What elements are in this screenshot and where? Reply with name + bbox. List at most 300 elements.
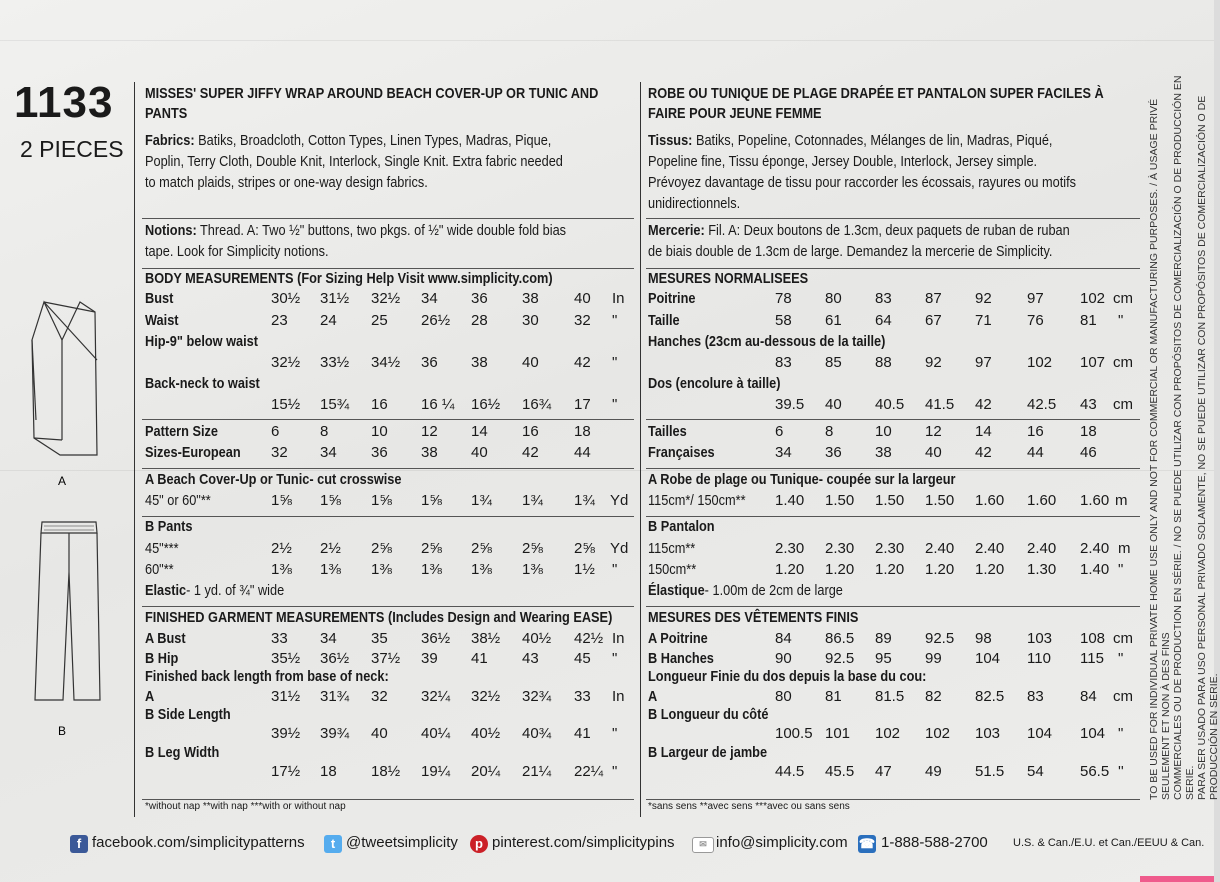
en-pattern-size-value: 6 (271, 423, 280, 440)
en-pattern-size-value: 16 (522, 423, 539, 440)
divider (142, 419, 634, 420)
fr-fa-poitrine-unit: cm (1113, 630, 1133, 647)
fr-fb-hanches-label: B Hanches (648, 650, 714, 667)
fr-b115-value: 2.40 (925, 540, 955, 557)
en-sizes-eu-value: 40 (471, 444, 488, 461)
disclaimer-line3: PARA SER USADO PARA USO PERSONAL PRIVADO SOLAMENTE, NO SE PUEDE UTILIZAR CON PROPÓSITOS DE COMERCIALIZACIÓN O DE PRODUCCIÓN EN SERIE. (1196, 95, 1220, 800)
fr-a-row-value: 1.50 (875, 492, 905, 509)
fr-a-row-value: 1.60 (1080, 492, 1110, 509)
en-sizes-eu-value: 44 (574, 444, 591, 461)
fr-taille-value: 81 (1080, 312, 1097, 329)
en-fb-hip-label: B Hip (145, 650, 179, 667)
en-fa-bust-label: A Bust (145, 630, 186, 647)
fr-fback-a-value: 80 (775, 688, 792, 705)
en-waist-label: Waist (145, 312, 179, 329)
en-a-row-value: 1⅝ (371, 492, 392, 509)
fr-fback-a-value: 82 (925, 688, 942, 705)
fr-fa-poitrine-value: 98 (975, 630, 992, 647)
usage-disclaimer (1148, 70, 1220, 800)
fr-fback-a-value: 82.5 (975, 688, 1005, 705)
en-b60-label: 60"** (145, 561, 174, 578)
fr-body-measurements-title: MESURES NORMALISEES (648, 270, 809, 287)
en-body-measurements-title: BODY MEASUREMENTS (For Sizing Help Visit www.simplicity.com) (145, 270, 553, 287)
fr-francaises-value: 44 (1027, 444, 1044, 461)
fr-poitrine-value: 80 (825, 290, 842, 307)
fr-hanches-value: 107 (1080, 354, 1106, 371)
en-fback-a-value: 32½ (471, 688, 501, 705)
en-fside-value: 39½ (271, 725, 301, 742)
divider (142, 218, 634, 219)
fr-hanches-value: 102 (1027, 354, 1053, 371)
fr-b115-unit: m (1118, 540, 1131, 557)
fr-taille-value: 76 (1027, 312, 1044, 329)
en-backneck-value: 17 (574, 396, 591, 413)
en-title-line1: MISSES' SUPER JIFFY WRAP AROUND BEACH COVER-UP OR TUNIC AND (145, 85, 599, 102)
en-fleg-value: 18½ (371, 763, 401, 780)
fr-fa-poitrine-value: 86.5 (825, 630, 855, 647)
fr-fback-title: Longueur Finie du dos depuis la base du cou: (648, 668, 927, 685)
fr-dos-value: 42.5 (1027, 396, 1057, 413)
fr-francaises-label: Françaises (648, 444, 715, 461)
en-fback-a-value: 31¾ (320, 688, 350, 705)
fr-dos-label: Dos (encolure à taille) (648, 375, 781, 392)
contact-footer (0, 822, 1214, 882)
en-bust-value: 30½ (271, 290, 301, 307)
en-fb-hip-value: 41 (471, 650, 488, 667)
en-bust-value: 32½ (371, 290, 401, 307)
fr-tailles-value: 14 (975, 423, 992, 440)
fr-fcote-unit: " (1118, 725, 1124, 742)
fr-taille-value: 64 (875, 312, 892, 329)
en-fside-unit: " (612, 725, 618, 742)
en-fside-value: 40½ (471, 725, 501, 742)
en-notions-line1: Notions: Thread. A: Two ½" buttons, two pkgs. of ½" wide double fold bias (145, 222, 567, 239)
fr-taille-label: Taille (648, 312, 680, 329)
fr-a-row-unit: m (1115, 492, 1128, 509)
fr-tissus-line3: Prévoyez davantage de tissu pour raccorder les écossais, rayures ou motifs (648, 174, 1077, 191)
fr-dos-value: 40 (825, 396, 842, 413)
en-b60-value: 1⅜ (471, 561, 492, 578)
en-sizes-eu-value: 38 (421, 444, 438, 461)
en-b45-value: 2⅝ (471, 540, 492, 557)
phone-icon: ☎ (858, 836, 876, 851)
divider (646, 606, 1140, 607)
fr-francaises-value: 38 (875, 444, 892, 461)
en-fb-hip-unit: " (612, 650, 618, 667)
fr-a-row-label: 115cm*/ 150cm** (648, 492, 746, 509)
fr-hanches-value: 92 (925, 354, 942, 371)
en-pattern-size-value: 18 (574, 423, 591, 440)
divider (646, 419, 1140, 420)
center-column-divider (640, 82, 641, 817)
en-fa-bust-value: 33 (271, 630, 288, 647)
en-hip-value: 34½ (371, 354, 401, 371)
en-fabrics-line2: Poplin, Terry Cloth, Double Knit, Interlock, Single Knit. Extra fabric needed (145, 153, 563, 170)
en-b60-value: 1⅜ (271, 561, 292, 578)
fr-fjambe-value: 54 (1027, 763, 1044, 780)
en-pattern-size-label: Pattern Size (145, 423, 218, 440)
fr-dos-value: 41.5 (925, 396, 955, 413)
en-b45-value: 2⅝ (371, 540, 392, 557)
en-a-row-value: 1¾ (522, 492, 543, 509)
en-fa-bust-value: 35 (371, 630, 388, 647)
en-bust-value: 36 (471, 290, 488, 307)
fr-fa-poitrine-value: 108 (1080, 630, 1106, 647)
pinterest-icon: p (470, 835, 488, 853)
fr-tailles-value: 6 (775, 423, 784, 440)
fr-b150-value: 1.20 (825, 561, 855, 578)
en-fa-bust-value: 34 (320, 630, 337, 647)
en-fb-hip-value: 39 (421, 650, 438, 667)
fr-mercerie-label: Mercerie: (648, 222, 705, 239)
fr-taille-unit: " (1118, 312, 1124, 329)
en-a-row-value: 1¾ (471, 492, 492, 509)
en-fb-hip-value: 43 (522, 650, 539, 667)
fr-fjambe-value: 44.5 (775, 763, 805, 780)
fr-francaises-value: 36 (825, 444, 842, 461)
fr-fa-poitrine-value: 89 (875, 630, 892, 647)
en-fleg-value: 17½ (271, 763, 301, 780)
fr-fb-hanches-value: 90 (775, 650, 792, 667)
en-fb-hip-value: 37½ (371, 650, 401, 667)
fr-fb-hanches-value: 95 (875, 650, 892, 667)
en-bust-value: 38 (522, 290, 539, 307)
en-fback-a-value: 31½ (271, 688, 301, 705)
fr-fback-a-value: 81 (825, 688, 842, 705)
fr-fb-hanches-unit: " (1118, 650, 1124, 667)
en-waist-value: 28 (471, 312, 488, 329)
fr-mercerie-line2: de biais double de 1.3cm de large. Demandez la mercerie de Simplicity. (648, 243, 1053, 260)
fr-b115-value: 2.30 (825, 540, 855, 557)
en-fabrics-line3: to match plaids, stripes or one-way design fabrics. (145, 174, 428, 191)
fr-fa-poitrine-label: A Poitrine (648, 630, 708, 647)
fr-a-row-value: 1.60 (1027, 492, 1057, 509)
fr-poitrine-label: Poitrine (648, 290, 696, 307)
en-sizes-eu-value: 36 (371, 444, 388, 461)
en-backneck-value: 16 ¼ (421, 396, 455, 413)
en-pattern-size-value: 14 (471, 423, 488, 440)
fr-fa-poitrine-value: 92.5 (925, 630, 955, 647)
en-fback-a-value: 33 (574, 688, 591, 705)
divider (142, 799, 634, 800)
fr-b115-value: 2.40 (975, 540, 1005, 557)
en-b45-label: 45"*** (145, 540, 179, 557)
fr-fcote-label: B Longueur du côté (648, 706, 769, 723)
disclaimer-line2: COMMERCIALES OU DE PRODUCTION EN SÉRIE. / NO SE PUEDE UTILIZAR CON PROPÓSITOS DE COMERCIALIZACIÓN O DE PRODUCCIÓN EN SERIE. (1172, 75, 1196, 800)
en-fa-bust-value: 36½ (421, 630, 451, 647)
fr-tailles-value: 16 (1027, 423, 1044, 440)
en-fleg-value: 21¼ (522, 763, 552, 780)
fr-fjambe-value: 45.5 (825, 763, 855, 780)
en-backneck-value: 15¾ (320, 396, 350, 413)
fr-a-row-value: 1.60 (975, 492, 1005, 509)
fr-taille-value: 67 (925, 312, 942, 329)
en-b60-value: 1⅜ (320, 561, 341, 578)
en-fback-a-unit: In (612, 688, 625, 705)
fr-dos-value: 43 (1080, 396, 1097, 413)
fr-hanches-unit: cm (1113, 354, 1133, 371)
fr-b115-value: 2.30 (775, 540, 805, 557)
en-fleg-label: B Leg Width (145, 744, 220, 761)
en-fleg-value: 19¼ (421, 763, 451, 780)
fr-b150-label: 150cm** (648, 561, 697, 578)
en-sizes-eu-value: 32 (271, 444, 288, 461)
fr-fback-a-value: 81.5 (875, 688, 905, 705)
paper-crease (0, 40, 1214, 41)
fr-poitrine-value: 97 (1027, 290, 1044, 307)
fr-francaises-value: 42 (975, 444, 992, 461)
fr-fb-hanches-value: 99 (925, 650, 942, 667)
en-b45-value: 2½ (320, 540, 341, 557)
en-fleg-value: 22¼ (574, 763, 604, 780)
en-fback-a-value: 32¾ (522, 688, 552, 705)
fr-fb-hanches-value: 115 (1080, 650, 1104, 667)
en-b60-value: 1⅜ (421, 561, 442, 578)
en-b60-value: 1⅜ (522, 561, 543, 578)
en-b60-value: 1⅜ (371, 561, 392, 578)
fr-a-title: A Robe de plage ou Tunique- coupée sur la largeur (648, 471, 956, 488)
fr-fb-hanches-value: 104 (975, 650, 1001, 667)
en-waist-value: 23 (271, 312, 288, 329)
fr-b115-label: 115cm** (648, 540, 696, 557)
fr-tissus-line4: unidirectionnels. (648, 195, 741, 212)
divider (646, 468, 1140, 469)
fr-dos-value: 42 (975, 396, 992, 413)
en-elastic-label: Elastic (145, 582, 187, 599)
fr-taille-value: 71 (975, 312, 992, 329)
en-hip-value: 42 (574, 354, 591, 371)
en-fb-hip-value: 45 (574, 650, 591, 667)
fr-finished-title: MESURES DES VÊTEMENTS FINIS (648, 609, 859, 626)
en-fa-bust-value: 42½ (574, 630, 604, 647)
en-pattern-size-value: 10 (371, 423, 388, 440)
fr-francaises-value: 40 (925, 444, 942, 461)
facebook-link[interactable]: facebook.com/simplicitypatterns (92, 834, 305, 851)
facebook-icon: f (70, 835, 88, 853)
en-bust-label: Bust (145, 290, 174, 307)
en-b45-value: 2⅝ (522, 540, 543, 557)
en-sizes-eu-value: 34 (320, 444, 337, 461)
en-sizes-eu-label: Sizes-European (145, 444, 241, 461)
pattern-pieces: 2 PIECES (20, 136, 124, 162)
en-footnote: *without nap **with nap ***with or without nap (145, 801, 346, 812)
fr-fa-poitrine-value: 84 (775, 630, 792, 647)
fr-a-row-value: 1.50 (925, 492, 955, 509)
fr-fcote-value: 101 (825, 725, 851, 742)
fr-fback-a-value: 83 (1027, 688, 1044, 705)
email-icon: ✉ (692, 837, 714, 853)
en-fleg-unit: " (612, 763, 618, 780)
en-waist-unit: " (612, 312, 618, 329)
fr-fcote-value: 104 (1027, 725, 1053, 742)
en-fback-a-value: 32 (371, 688, 388, 705)
en-bust-unit: In (612, 290, 625, 307)
fr-fa-poitrine-value: 103 (1027, 630, 1053, 647)
fr-hanches-label: Hanches (23cm au-dessous de la taille) (648, 333, 886, 350)
fr-fcote-value: 102 (925, 725, 951, 742)
phone-number[interactable]: 1-888-588-2700 (881, 834, 988, 851)
pinterest-link[interactable]: pinterest.com/simplicitypins (492, 834, 675, 851)
en-fback-a-value: 32¼ (421, 688, 451, 705)
fr-tailles-label: Tailles (648, 423, 687, 440)
fr-poitrine-value: 102 (1080, 290, 1106, 307)
fr-mercerie-line1: Mercerie: Fil. A: Deux boutons de 1.3cm, deux paquets de ruban de ruban (648, 222, 1070, 239)
fr-tailles-value: 10 (875, 423, 892, 440)
fr-b115-value: 2.40 (1027, 540, 1057, 557)
en-bust-value: 34 (421, 290, 438, 307)
fr-elastique-text: - 1.00m de 2cm de large (704, 582, 843, 599)
en-a-row-value: 1⅝ (320, 492, 341, 509)
en-fback-a-label: A (145, 688, 155, 705)
fr-dos-value: 39.5 (775, 396, 805, 413)
phone-note: U.S. & Can./E.U. et Can./EEUU & Can. (1013, 837, 1205, 849)
fr-hanches-value: 97 (975, 354, 992, 371)
en-fabrics-label: Fabrics: (145, 132, 195, 149)
en-hip-value: 38 (471, 354, 488, 371)
en-hip-label: Hip-9" below waist (145, 333, 259, 350)
en-fb-hip-value: 36½ (320, 650, 350, 667)
fr-b115-value: 2.30 (875, 540, 905, 557)
view-b-label: B (57, 724, 67, 738)
fr-tailles-value: 8 (825, 423, 834, 440)
fr-elastique-label: Élastique (648, 582, 705, 599)
fr-fjambe-value: 56.5 (1080, 763, 1110, 780)
divider (142, 516, 634, 517)
fr-dos-value: 40.5 (875, 396, 905, 413)
en-hip-value: 32½ (271, 354, 301, 371)
en-fa-bust-value: 38½ (471, 630, 501, 647)
en-a-row-unit: Yd (610, 492, 629, 509)
en-notions-label: Notions: (145, 222, 197, 239)
fr-tailles-value: 12 (925, 423, 942, 440)
fr-dos-unit: cm (1113, 396, 1133, 413)
en-bust-value: 40 (574, 290, 591, 307)
en-elastic-line (145, 582, 309, 599)
en-backneck-value: 16 (371, 396, 388, 413)
divider (142, 606, 634, 607)
en-b45-value: 2½ (271, 540, 292, 557)
fr-fcote-value: 104 (1080, 725, 1106, 742)
en-a-row-value: 1¾ (574, 492, 595, 509)
fr-b150-value: 1.40 (1080, 561, 1110, 578)
technical-drawings (0, 290, 135, 750)
fr-fback-a-unit: cm (1113, 688, 1133, 705)
view-a-label: A (57, 474, 67, 488)
en-fside-label: B Side Length (145, 706, 231, 723)
en-a-row-label: 45" or 60"** (145, 492, 211, 509)
en-hip-unit: " (612, 354, 618, 371)
fr-hanches-value: 88 (875, 354, 892, 371)
en-hip-value: 33½ (320, 354, 350, 371)
en-backneck-value: 16¾ (522, 396, 552, 413)
en-elastic-text: - 1 yd. of ¾" wide (186, 582, 285, 599)
fr-elastique-line (648, 582, 877, 599)
en-b-title: B Pants (145, 518, 193, 535)
fr-francaises-value: 34 (775, 444, 792, 461)
fr-poitrine-value: 83 (875, 290, 892, 307)
en-fa-bust-value: 40½ (522, 630, 552, 647)
pattern-number: 1133 (14, 78, 114, 127)
twitter-link[interactable]: @tweetsimplicity (346, 834, 458, 851)
pants-drawing (35, 522, 100, 700)
fr-b-title: B Pantalon (648, 518, 715, 535)
fr-a-row-value: 1.50 (825, 492, 855, 509)
fr-poitrine-value: 78 (775, 290, 792, 307)
fr-fcote-value: 103 (975, 725, 1001, 742)
fr-fjambe-label: B Largeur de jambe (648, 744, 768, 761)
en-notions-line2: tape. Look for Simplicity notions. (145, 243, 329, 260)
fr-tailles-value: 18 (1080, 423, 1097, 440)
fr-fjambe-value: 47 (875, 763, 892, 780)
en-a-row-value: 1⅝ (421, 492, 442, 509)
en-pattern-size-value: 8 (320, 423, 329, 440)
en-backneck-label: Back-neck to waist (145, 375, 260, 392)
en-fa-bust-unit: In (612, 630, 625, 647)
fr-fjambe-value: 51.5 (975, 763, 1005, 780)
fr-title-line2: FAIRE POUR JEUNE FEMME (648, 105, 822, 122)
en-sizes-eu-value: 42 (522, 444, 539, 461)
fr-b150-value: 1.30 (1027, 561, 1057, 578)
fr-francaises-value: 46 (1080, 444, 1097, 461)
en-a-title: A Beach Cover-Up or Tunic- cut crosswise (145, 471, 402, 488)
en-title-line2: PANTS (145, 105, 188, 122)
fr-fjambe-unit: '' (1118, 763, 1124, 780)
en-waist-value: 24 (320, 312, 337, 329)
fr-tissus-label: Tissus: (648, 132, 693, 149)
en-fabrics-line1: Fabrics: Batiks, Broadcloth, Cotton Types, Linen Types, Madras, Pique, (145, 132, 552, 149)
fr-footnote: *sans sens **avec sens ***avec ou sans sens (648, 801, 850, 812)
en-hip-value: 40 (522, 354, 539, 371)
en-waist-value: 26½ (421, 312, 451, 329)
en-b45-value: 2⅝ (574, 540, 595, 557)
garment-line-art (0, 290, 135, 750)
fr-poitrine-value: 87 (925, 290, 942, 307)
fr-poitrine-value: 92 (975, 290, 992, 307)
divider (646, 516, 1140, 517)
fr-b150-value: 1.20 (975, 561, 1005, 578)
en-a-row-value: 1⅝ (271, 492, 292, 509)
fr-a-row-value: 1.40 (775, 492, 805, 509)
en-finished-title: FINISHED GARMENT MEASUREMENTS (Includes Design and Wearing EASE) (145, 609, 613, 626)
fr-b150-value: 1.20 (775, 561, 805, 578)
fr-b115-value: 2.40 (1080, 540, 1110, 557)
divider (646, 799, 1140, 800)
fr-hanches-value: 85 (825, 354, 842, 371)
fr-fcote-value: 100.5 (775, 725, 813, 742)
fr-fb-hanches-value: 92.5 (825, 650, 855, 667)
en-hip-value: 36 (421, 354, 438, 371)
tunic-drawing (32, 302, 97, 455)
en-fside-value: 40¾ (522, 725, 552, 742)
en-fleg-value: 20¼ (471, 763, 501, 780)
en-b45-value: 2⅝ (421, 540, 442, 557)
fr-hanches-value: 83 (775, 354, 792, 371)
en-fside-value: 40 (371, 725, 388, 742)
fr-fcote-value: 102 (875, 725, 901, 742)
email-link[interactable]: info@simplicity.com (716, 834, 848, 851)
fr-tissus-line1: Tissus: Batiks, Popeline, Cotonnades, Mélanges de lin, Madras, Piqué, (648, 132, 1053, 149)
fr-b150-unit: " (1118, 561, 1124, 578)
fr-poitrine-unit: cm (1113, 290, 1133, 307)
fr-b150-value: 1.20 (875, 561, 905, 578)
fr-taille-value: 61 (825, 312, 842, 329)
divider (142, 468, 634, 469)
divider (646, 218, 1140, 219)
en-waist-value: 25 (371, 312, 388, 329)
en-pattern-size-value: 12 (421, 423, 438, 440)
fr-fback-a-label: A (648, 688, 658, 705)
fr-fback-a-value: 84 (1080, 688, 1097, 705)
